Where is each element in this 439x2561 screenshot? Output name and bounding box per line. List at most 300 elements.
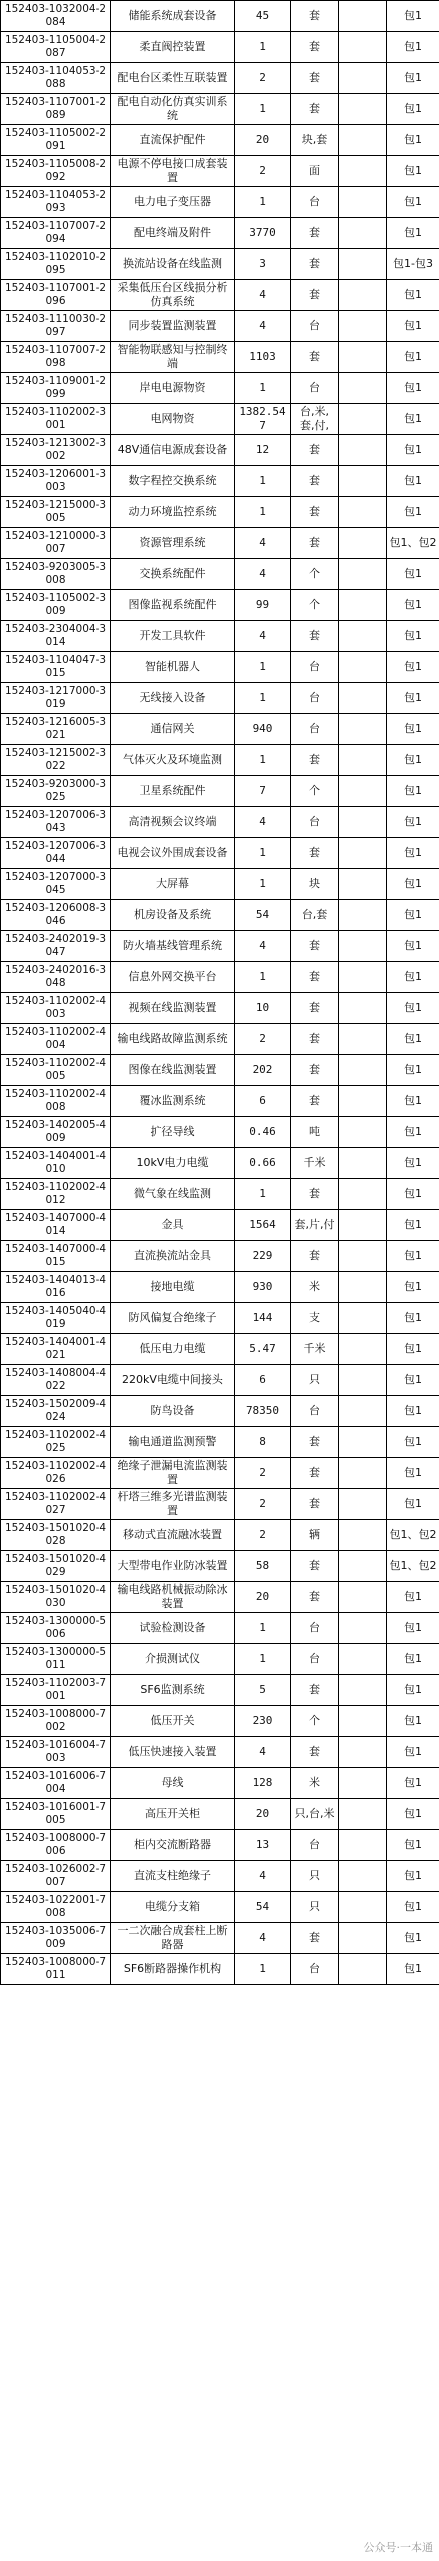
unit-cell: 台 [291,1644,339,1675]
table-row [1,1830,439,1861]
item-code-cell: 152403-1402005-4009 [1,1117,111,1148]
table-row [1,1768,439,1799]
item-code-cell: 152403-1501020-4030 [1,1582,111,1613]
item-name-cell: 试验检测设备 [111,1613,235,1644]
unit-cell: 套 [291,218,339,249]
item-code-cell: 152403-1215002-3022 [1,745,111,776]
table-row [1,373,439,404]
item-name-cell: 机房设备及系统 [111,900,235,931]
item-code-cell: 152403-1404013-4016 [1,1272,111,1303]
blank-cell [339,1024,387,1055]
table-row [1,156,439,187]
quantity-cell: 202 [235,1055,291,1086]
blank-cell [339,1582,387,1613]
item-code-cell: 152403-1104053-2088 [1,63,111,94]
unit-cell: 套 [291,94,339,125]
package-cell: 包1 [387,32,439,63]
package-cell: 包1 [387,435,439,466]
item-name-cell: 10kV电力电缆 [111,1148,235,1179]
item-code-cell: 152403-1102010-2095 [1,249,111,280]
item-name-cell: 输电线路机械振动除冰装置 [111,1582,235,1613]
unit-cell: 吨 [291,1117,339,1148]
package-cell: 包1 [387,807,439,838]
blank-cell [339,1303,387,1334]
package-cell: 包1 [387,838,439,869]
item-code-cell: 152403-1102002-4003 [1,993,111,1024]
table-row [1,1737,439,1768]
blank-cell [339,249,387,280]
blank-cell [339,1148,387,1179]
blank-cell [339,32,387,63]
package-cell: 包1 [387,931,439,962]
item-name-cell: 绝缘子泄漏电流监测装置 [111,1458,235,1489]
quantity-cell: 4 [235,311,291,342]
blank-cell [339,1861,387,1892]
package-cell: 包1 [387,1613,439,1644]
table-row [1,1582,439,1613]
unit-cell: 只 [291,1861,339,1892]
table-row [1,187,439,218]
item-code-cell: 152403-1026002-7007 [1,1861,111,1892]
unit-cell: 套 [291,1241,339,1272]
item-name-cell: 输电通道监测预警 [111,1427,235,1458]
item-name-cell: 通信网关 [111,714,235,745]
quantity-cell: 0.66 [235,1148,291,1179]
quantity-cell: 1 [235,869,291,900]
blank-cell [339,1644,387,1675]
package-cell: 包1、包2 [387,528,439,559]
quantity-cell: 20 [235,1582,291,1613]
blank-cell [339,1799,387,1830]
item-code-cell: 152403-9203000-3025 [1,776,111,807]
item-name-cell: 无线接入设备 [111,683,235,714]
unit-cell: 米 [291,1272,339,1303]
item-name-cell: 柔直阀控装置 [111,32,235,63]
item-name-cell: 开发工具软件 [111,621,235,652]
blank-cell [339,1675,387,1706]
item-code-cell: 152403-1501020-4029 [1,1551,111,1582]
table-row [1,125,439,156]
item-name-cell: 电源不停电接口成套装置 [111,156,235,187]
unit-cell: 个 [291,776,339,807]
blank-cell [339,373,387,404]
quantity-cell: 1 [235,962,291,993]
unit-cell: 面 [291,156,339,187]
unit-cell: 台 [291,1954,339,1985]
unit-cell: 套 [291,342,339,373]
item-code-cell: 152403-1217000-3019 [1,683,111,714]
unit-cell: 台 [291,714,339,745]
item-code-cell: 152403-1215000-3005 [1,497,111,528]
table-row [1,32,439,63]
unit-cell: 块 [291,869,339,900]
unit-cell: 套 [291,962,339,993]
table-row [1,1520,439,1551]
quantity-cell: 54 [235,1892,291,1923]
blank-cell [339,280,387,311]
item-code-cell: 152403-1210000-3007 [1,528,111,559]
unit-cell: 套 [291,1427,339,1458]
table-row [1,466,439,497]
unit-cell: 台 [291,1396,339,1427]
package-cell: 包1 [387,497,439,528]
item-code-cell: 152403-1016001-7005 [1,1799,111,1830]
item-code-cell: 152403-1107007-2098 [1,342,111,373]
package-cell: 包1 [387,1427,439,1458]
blank-cell [339,1737,387,1768]
item-code-cell: 152403-1408004-4022 [1,1365,111,1396]
item-code-cell: 152403-1207000-3045 [1,869,111,900]
package-cell: 包1 [387,1086,439,1117]
quantity-cell: 54 [235,900,291,931]
unit-cell: 台,米,套,付, [291,404,339,435]
quantity-cell: 229 [235,1241,291,1272]
unit-cell: 台 [291,373,339,404]
item-code-cell: 152403-1102002-4004 [1,1024,111,1055]
item-name-cell: 采集低压台区线损分析仿真系统 [111,280,235,311]
table-row [1,1365,439,1396]
blank-cell [339,342,387,373]
quantity-cell: 1 [235,683,291,714]
blank-cell [339,652,387,683]
unit-cell: 只,台,米 [291,1799,339,1830]
unit-cell: 台 [291,807,339,838]
unit-cell: 辆 [291,1520,339,1551]
blank-cell [339,94,387,125]
blank-cell [339,1,387,32]
blank-cell [339,1396,387,1427]
package-cell: 包1 [387,1365,439,1396]
package-cell: 包1 [387,1768,439,1799]
item-code-cell: 152403-1407000-4015 [1,1241,111,1272]
blank-cell [339,807,387,838]
quantity-cell: 1 [235,466,291,497]
table-row [1,621,439,652]
item-code-cell: 152403-1502009-4024 [1,1396,111,1427]
package-cell: 包1-包3 [387,249,439,280]
quantity-cell: 7 [235,776,291,807]
quantity-cell: 45 [235,1,291,32]
item-code-cell: 152403-1216005-3021 [1,714,111,745]
table-row [1,218,439,249]
item-code-cell: 152403-1207006-3043 [1,807,111,838]
item-code-cell: 152403-1110030-2097 [1,311,111,342]
item-name-cell: 接地电缆 [111,1272,235,1303]
package-cell: 包1 [387,1210,439,1241]
package-cell: 包1 [387,1148,439,1179]
table-row [1,559,439,590]
unit-cell: 台 [291,187,339,218]
item-name-cell: 电网物资 [111,404,235,435]
package-cell: 包1 [387,1644,439,1675]
blank-cell [339,993,387,1024]
blank-cell [339,1241,387,1272]
table-row [1,1210,439,1241]
blank-cell [339,187,387,218]
item-code-cell: 152403-1102002-4012 [1,1179,111,1210]
item-name-cell: 柜内交流断路器 [111,1830,235,1861]
table-row [1,1923,439,1954]
item-name-cell: 配电台区柔性互联装置 [111,63,235,94]
quantity-cell: 4 [235,621,291,652]
blank-cell [339,1954,387,1985]
unit-cell: 套 [291,1024,339,1055]
quantity-cell: 2 [235,63,291,94]
table-row [1,1458,439,1489]
quantity-cell: 99 [235,590,291,621]
item-code-cell: 152403-2304004-3014 [1,621,111,652]
package-cell: 包1 [387,1117,439,1148]
item-name-cell: 覆冰监测系统 [111,1086,235,1117]
blank-cell [339,1830,387,1861]
item-name-cell: 数字程控交换系统 [111,466,235,497]
quantity-cell: 1382.547 [235,404,291,435]
item-code-cell: 152403-1102003-7001 [1,1675,111,1706]
item-name-cell: 图像在线监测装置 [111,1055,235,1086]
unit-cell: 套 [291,528,339,559]
table-row [1,1272,439,1303]
item-code-cell: 152403-1016004-7003 [1,1737,111,1768]
table-row [1,1892,439,1923]
blank-cell [339,1520,387,1551]
quantity-cell: 144 [235,1303,291,1334]
blank-cell [339,1489,387,1520]
package-cell: 包1 [387,745,439,776]
item-code-cell: 152403-9203005-3008 [1,559,111,590]
quantity-cell: 1 [235,838,291,869]
blank-cell [339,1458,387,1489]
unit-cell: 支 [291,1303,339,1334]
blank-cell [339,714,387,745]
package-cell: 包1 [387,714,439,745]
unit-cell: 台,套 [291,900,339,931]
unit-cell: 个 [291,559,339,590]
package-cell: 包1 [387,1303,439,1334]
blank-cell [339,1055,387,1086]
item-name-cell: 图像监视系统配件 [111,590,235,621]
item-code-cell: 152403-1008000-7002 [1,1706,111,1737]
unit-cell: 套 [291,1551,339,1582]
table-row [1,435,439,466]
item-name-cell: 智能物联感知与控制终端 [111,342,235,373]
item-code-cell: 152403-1300000-5011 [1,1644,111,1675]
quantity-cell: 2 [235,1458,291,1489]
blank-cell [339,590,387,621]
item-code-cell: 152403-1008000-7011 [1,1954,111,1985]
item-name-cell: 直流支柱绝缘子 [111,1861,235,1892]
blank-cell [339,311,387,342]
table-row [1,776,439,807]
item-code-cell: 152403-1102002-4025 [1,1427,111,1458]
blank-cell [339,1923,387,1954]
unit-cell: 台 [291,1613,339,1644]
item-name-cell: 大屏幕 [111,869,235,900]
package-cell: 包1 [387,1396,439,1427]
package-cell: 包1 [387,1954,439,1985]
item-name-cell: 动力环境监控系统 [111,497,235,528]
table-row [1,1148,439,1179]
quantity-cell: 3 [235,249,291,280]
table-row [1,993,439,1024]
quantity-cell: 4 [235,1861,291,1892]
table-row [1,1303,439,1334]
item-code-cell: 152403-1102002-4005 [1,1055,111,1086]
item-code-cell: 152403-2402019-3047 [1,931,111,962]
unit-cell: 套 [291,1923,339,1954]
unit-cell: 个 [291,590,339,621]
table-row [1,652,439,683]
package-cell: 包1 [387,900,439,931]
watermark: 公众号·一本通 [363,2541,433,2554]
package-cell: 包1 [387,1179,439,1210]
item-code-cell: 152403-1102002-4026 [1,1458,111,1489]
package-cell: 包1 [387,1334,439,1365]
unit-cell: 套 [291,249,339,280]
package-cell: 包1 [387,1923,439,1954]
quantity-cell: 1 [235,745,291,776]
unit-cell: 套 [291,993,339,1024]
table-row [1,404,439,435]
unit-cell: 套 [291,1055,339,1086]
item-name-cell: 防风偏复合绝缘子 [111,1303,235,1334]
unit-cell: 套 [291,1582,339,1613]
package-cell: 包1、包2 [387,1520,439,1551]
package-cell: 包1 [387,63,439,94]
unit-cell: 千米 [291,1148,339,1179]
item-name-cell: 气体灭火及环境监测 [111,745,235,776]
unit-cell: 米 [291,1768,339,1799]
quantity-cell: 1 [235,1954,291,1985]
quantity-cell: 230 [235,1706,291,1737]
item-name-cell: 换流站设备在线监测 [111,249,235,280]
unit-cell: 套 [291,497,339,528]
package-cell: 包1 [387,1892,439,1923]
quantity-cell: 5.47 [235,1334,291,1365]
blank-cell [339,63,387,94]
package-cell: 包1 [387,280,439,311]
item-code-cell: 152403-1105002-2091 [1,125,111,156]
table-row [1,1613,439,1644]
item-code-cell: 152403-1102002-3001 [1,404,111,435]
blank-cell [339,931,387,962]
quantity-cell: 6 [235,1365,291,1396]
blank-cell [339,621,387,652]
package-cell: 包1 [387,94,439,125]
quantity-cell: 8 [235,1427,291,1458]
item-code-cell: 152403-1405040-4019 [1,1303,111,1334]
item-name-cell: 220kV电缆中间接头 [111,1365,235,1396]
item-name-cell: 防火墙基线管理系统 [111,931,235,962]
quantity-cell: 5 [235,1675,291,1706]
package-cell: 包1 [387,218,439,249]
quantity-cell: 58 [235,1551,291,1582]
item-code-cell: 152403-1407000-4014 [1,1210,111,1241]
package-cell: 包1 [387,621,439,652]
table-row [1,1799,439,1830]
package-cell: 包1 [387,683,439,714]
item-code-cell: 152403-1102002-4027 [1,1489,111,1520]
table-row [1,1055,439,1086]
table-row [1,931,439,962]
item-name-cell: 资源管理系统 [111,528,235,559]
item-code-cell: 152403-1404001-4010 [1,1148,111,1179]
quantity-cell: 20 [235,125,291,156]
item-code-cell: 152403-1107001-2096 [1,280,111,311]
blank-cell [339,125,387,156]
table-row [1,683,439,714]
item-name-cell: 防鸟设备 [111,1396,235,1427]
package-cell: 包1 [387,1582,439,1613]
item-name-cell: 配电终端及附件 [111,218,235,249]
package-cell: 包1、包2 [387,1551,439,1582]
item-name-cell: 一二次融合成套柱上断路器 [111,1923,235,1954]
blank-cell [339,497,387,528]
quantity-cell: 1 [235,497,291,528]
item-name-cell: 信息外网交换平台 [111,962,235,993]
table-row [1,869,439,900]
package-cell: 包1 [387,1830,439,1861]
package-cell: 包1 [387,869,439,900]
item-name-cell: 高压开关柜 [111,1799,235,1830]
unit-cell: 套 [291,466,339,497]
package-cell: 包1 [387,404,439,435]
quantity-cell: 1 [235,1179,291,1210]
item-code-cell: 152403-1206001-3003 [1,466,111,497]
unit-cell: 套,片,付 [291,1210,339,1241]
table-row [1,1179,439,1210]
table-row [1,1427,439,1458]
unit-cell: 台 [291,1830,339,1861]
unit-cell: 套 [291,838,339,869]
package-cell: 包1 [387,1055,439,1086]
blank-cell [339,1272,387,1303]
item-code-cell: 152403-1104047-3015 [1,652,111,683]
item-name-cell: 低压快速接入装置 [111,1737,235,1768]
unit-cell: 只 [291,1892,339,1923]
quantity-cell: 1 [235,94,291,125]
blank-cell [339,1768,387,1799]
unit-cell: 套 [291,1675,339,1706]
package-cell: 包1 [387,342,439,373]
package-cell: 包1 [387,962,439,993]
item-code-cell: 152403-1105004-2087 [1,32,111,63]
table-row [1,1,439,32]
quantity-cell: 4 [235,559,291,590]
item-code-cell: 152403-1105008-2092 [1,156,111,187]
table-row [1,1086,439,1117]
blank-cell [339,683,387,714]
unit-cell: 套 [291,1458,339,1489]
package-cell: 包1 [387,1799,439,1830]
table-row [1,1954,439,1985]
blank-cell [339,776,387,807]
item-name-cell: 杆塔三维多光谱监测装置 [111,1489,235,1520]
item-code-cell: 152403-1105002-3009 [1,590,111,621]
package-cell: 包1 [387,125,439,156]
table-row [1,714,439,745]
table-row [1,1334,439,1365]
unit-cell: 套 [291,1737,339,1768]
unit-cell: 套 [291,32,339,63]
item-code-cell: 152403-1102002-4008 [1,1086,111,1117]
item-name-cell: 交换系统配件 [111,559,235,590]
item-name-cell: 智能机器人 [111,652,235,683]
package-cell: 包1 [387,993,439,1024]
package-cell: 包1 [387,652,439,683]
blank-cell [339,745,387,776]
table-row [1,63,439,94]
blank-cell [339,1086,387,1117]
